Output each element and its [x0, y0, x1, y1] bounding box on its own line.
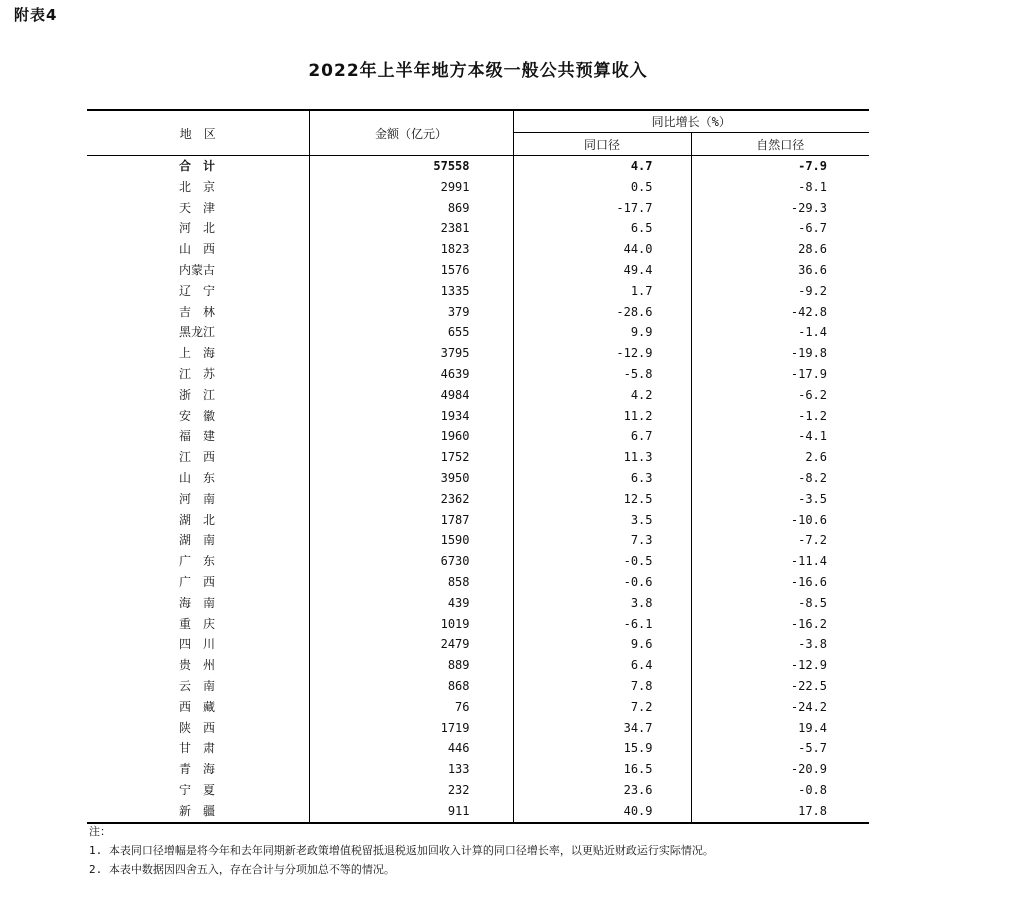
same-caliber-cell: 3.8 — [513, 593, 691, 614]
same-caliber-cell: -28.6 — [513, 302, 691, 323]
appendix-label: 附表4 — [14, 6, 58, 24]
amount-cell: 446 — [309, 738, 513, 759]
region-cell: 海 南 — [87, 593, 309, 614]
amount-cell: 379 — [309, 302, 513, 323]
same-caliber-cell: 15.9 — [513, 738, 691, 759]
amount-cell: 2362 — [309, 489, 513, 510]
same-caliber-cell: 49.4 — [513, 260, 691, 281]
natural-caliber-cell: -42.8 — [790, 304, 828, 319]
same-caliber-cell: 6.5 — [513, 218, 691, 239]
same-caliber-cell: -12.9 — [513, 343, 691, 364]
natural-caliber-cell: -1.4 — [798, 325, 828, 340]
table-row — [87, 281, 869, 302]
table-row — [87, 343, 869, 364]
natural-caliber-cell: -20.9 — [790, 762, 828, 777]
region-cell: 宁 夏 — [87, 780, 309, 801]
amount-cell: 76 — [309, 697, 513, 718]
natural-caliber-cell: -24.2 — [790, 699, 828, 714]
amount-cell: 1019 — [309, 614, 513, 635]
natural-caliber-cell: -8.1 — [798, 179, 828, 194]
region-cell: 江 西 — [87, 447, 309, 468]
natural-caliber-cell: -17.9 — [790, 366, 828, 381]
table-row — [87, 530, 869, 551]
region-cell: 广 东 — [87, 551, 309, 572]
region-cell: 陕 西 — [87, 718, 309, 739]
table-row — [87, 780, 869, 801]
natural-caliber-cell: -16.2 — [790, 616, 828, 631]
same-caliber-cell: 44.0 — [513, 239, 691, 260]
region-cell: 天 津 — [87, 198, 309, 219]
table-row — [87, 676, 869, 697]
amount-cell: 2991 — [309, 177, 513, 198]
region-cell: 湖 南 — [87, 530, 309, 551]
region-cell: 河 北 — [87, 218, 309, 239]
amount-cell: 1335 — [309, 281, 513, 302]
natural-caliber-cell: -3.5 — [798, 491, 828, 506]
amount-cell: 1752 — [309, 447, 513, 468]
amount-cell: 2479 — [309, 634, 513, 655]
table-row — [87, 468, 869, 489]
same-caliber-cell: 3.5 — [513, 510, 691, 531]
region-cell: 甘 肃 — [87, 738, 309, 759]
same-caliber-cell: 12.5 — [513, 489, 691, 510]
table-row — [87, 593, 869, 614]
natural-caliber-cell: -11.4 — [790, 554, 828, 569]
table-row — [87, 426, 869, 447]
natural-caliber-cell: -29.3 — [790, 200, 828, 215]
table-row — [87, 322, 869, 343]
table-row — [87, 655, 869, 676]
natural-caliber-cell: -7.9 — [798, 159, 828, 173]
same-caliber-cell: -6.1 — [513, 614, 691, 635]
region-cell: 河 南 — [87, 489, 309, 510]
table-row — [87, 718, 869, 739]
same-caliber-cell: 7.8 — [513, 676, 691, 697]
natural-caliber-cell: -5.7 — [798, 741, 828, 756]
table-row — [87, 738, 869, 759]
amount-cell: 1590 — [309, 530, 513, 551]
same-caliber-cell: 9.6 — [513, 634, 691, 655]
region-cell: 合 计 — [87, 156, 309, 177]
amount-cell: 4984 — [309, 385, 513, 406]
amount-cell: 1719 — [309, 718, 513, 739]
natural-caliber-cell: -3.8 — [798, 637, 828, 652]
amount-cell: 1787 — [309, 510, 513, 531]
natural-caliber-cell: -8.2 — [798, 470, 828, 485]
region-cell: 内蒙古 — [87, 260, 309, 281]
same-caliber-cell: 6.4 — [513, 655, 691, 676]
region-cell: 青 海 — [87, 759, 309, 780]
region-cell: 山 西 — [87, 239, 309, 260]
notes-heading: 注： — [89, 825, 111, 838]
region-cell: 北 京 — [87, 177, 309, 198]
table-row — [87, 572, 869, 593]
natural-caliber-cell: -10.6 — [790, 512, 828, 527]
region-cell: 四 川 — [87, 634, 309, 655]
natural-caliber-cell: -8.5 — [798, 595, 828, 610]
same-caliber-cell: 1.7 — [513, 281, 691, 302]
header-growth: 同比增长（%） — [513, 110, 869, 133]
same-caliber-cell: 11.2 — [513, 406, 691, 427]
region-cell: 贵 州 — [87, 655, 309, 676]
table-row — [87, 614, 869, 635]
natural-caliber-cell: -16.6 — [790, 574, 828, 589]
natural-caliber-cell: -9.2 — [798, 283, 828, 298]
amount-cell: 232 — [309, 780, 513, 801]
amount-cell: 889 — [309, 655, 513, 676]
amount-cell: 4639 — [309, 364, 513, 385]
table-row — [87, 634, 869, 655]
natural-caliber-cell: -7.2 — [798, 533, 828, 548]
note-1: 1. 本表同口径增幅是将今年和去年同期新老政策增值税留抵退税返加回收入计算的同口径增长率，以更贴近财政运行实际情况。 — [89, 844, 714, 857]
natural-caliber-cell: 28.6 — [798, 242, 828, 257]
table-row — [87, 801, 869, 823]
region-cell: 福 建 — [87, 426, 309, 447]
region-cell: 浙 江 — [87, 385, 309, 406]
table-row — [87, 302, 869, 323]
table-row — [87, 218, 869, 239]
header-region: 地 区 — [87, 110, 309, 156]
region-cell: 吉 林 — [87, 302, 309, 323]
same-caliber-cell: 7.2 — [513, 697, 691, 718]
natural-caliber-cell: 2.6 — [805, 450, 828, 465]
amount-cell: 6730 — [309, 551, 513, 572]
table-header — [87, 110, 869, 156]
region-cell: 黑龙江 — [87, 322, 309, 343]
same-caliber-cell: 11.3 — [513, 447, 691, 468]
natural-caliber-cell: -22.5 — [790, 678, 828, 693]
amount-cell: 133 — [309, 759, 513, 780]
natural-caliber-cell: -1.2 — [798, 408, 828, 423]
table-row — [87, 177, 869, 198]
amount-cell: 439 — [309, 593, 513, 614]
table-row — [87, 551, 869, 572]
same-caliber-cell: 7.3 — [513, 530, 691, 551]
amount-cell: 858 — [309, 572, 513, 593]
same-caliber-cell: 40.9 — [513, 801, 691, 823]
table-row — [87, 364, 869, 385]
region-cell: 安 徽 — [87, 406, 309, 427]
region-cell: 广 西 — [87, 572, 309, 593]
amount-cell: 869 — [309, 198, 513, 219]
revenue-table — [87, 109, 869, 824]
same-caliber-cell: 6.7 — [513, 426, 691, 447]
natural-caliber-cell: -6.2 — [798, 387, 828, 402]
table-row — [87, 385, 869, 406]
note-2: 2. 本表中数据因四舍五入，存在合计与分项加总不等的情况。 — [89, 863, 395, 876]
natural-caliber-cell: -0.8 — [798, 782, 828, 797]
header-same-caliber: 同口径 — [513, 133, 691, 156]
same-caliber-cell: 9.9 — [513, 322, 691, 343]
amount-cell: 911 — [309, 801, 513, 823]
same-caliber-cell: 4.7 — [513, 156, 691, 177]
natural-caliber-cell: -4.1 — [798, 429, 828, 444]
amount-cell: 868 — [309, 676, 513, 697]
table-row — [87, 759, 869, 780]
header-amount: 金额（亿元） — [309, 110, 513, 156]
amount-cell: 3950 — [309, 468, 513, 489]
region-cell: 江 苏 — [87, 364, 309, 385]
same-caliber-cell: -5.8 — [513, 364, 691, 385]
amount-cell: 1960 — [309, 426, 513, 447]
table-title: 2022年上半年地方本级一般公共预算收入 — [308, 61, 648, 81]
table-row — [87, 198, 869, 219]
same-caliber-cell: -0.6 — [513, 572, 691, 593]
region-cell: 新 疆 — [87, 801, 309, 823]
same-caliber-cell: 0.5 — [513, 177, 691, 198]
total-row — [87, 156, 869, 177]
amount-cell: 2381 — [309, 218, 513, 239]
table-body — [87, 156, 869, 823]
region-cell: 重 庆 — [87, 614, 309, 635]
table-row — [87, 260, 869, 281]
region-cell: 云 南 — [87, 676, 309, 697]
region-cell: 山 东 — [87, 468, 309, 489]
notes — [89, 822, 889, 879]
region-cell: 上 海 — [87, 343, 309, 364]
region-cell: 湖 北 — [87, 510, 309, 531]
same-caliber-cell: 34.7 — [513, 718, 691, 739]
amount-cell: 1934 — [309, 406, 513, 427]
table-row — [87, 510, 869, 531]
same-caliber-cell: 16.5 — [513, 759, 691, 780]
region-cell: 西 藏 — [87, 697, 309, 718]
table-row — [87, 697, 869, 718]
same-caliber-cell: 23.6 — [513, 780, 691, 801]
natural-caliber-cell: -12.9 — [790, 658, 828, 673]
header-natural-caliber: 自然口径 — [756, 137, 805, 152]
natural-caliber-cell: -6.7 — [798, 221, 828, 236]
table-row — [87, 406, 869, 427]
same-caliber-cell: 6.3 — [513, 468, 691, 489]
amount-cell: 655 — [309, 322, 513, 343]
amount-cell: 57558 — [309, 156, 513, 177]
same-caliber-cell: 4.2 — [513, 385, 691, 406]
natural-caliber-cell: -19.8 — [790, 346, 828, 361]
natural-caliber-cell: 36.6 — [798, 262, 828, 277]
table-row — [87, 239, 869, 260]
table-row — [87, 447, 869, 468]
region-cell: 辽 宁 — [87, 281, 309, 302]
amount-cell: 1823 — [309, 239, 513, 260]
same-caliber-cell: -0.5 — [513, 551, 691, 572]
amount-cell: 3795 — [309, 343, 513, 364]
natural-caliber-cell: 17.8 — [798, 803, 828, 818]
same-caliber-cell: -17.7 — [513, 198, 691, 219]
table-row — [87, 489, 869, 510]
natural-caliber-cell: 19.4 — [798, 720, 828, 735]
amount-cell: 1576 — [309, 260, 513, 281]
